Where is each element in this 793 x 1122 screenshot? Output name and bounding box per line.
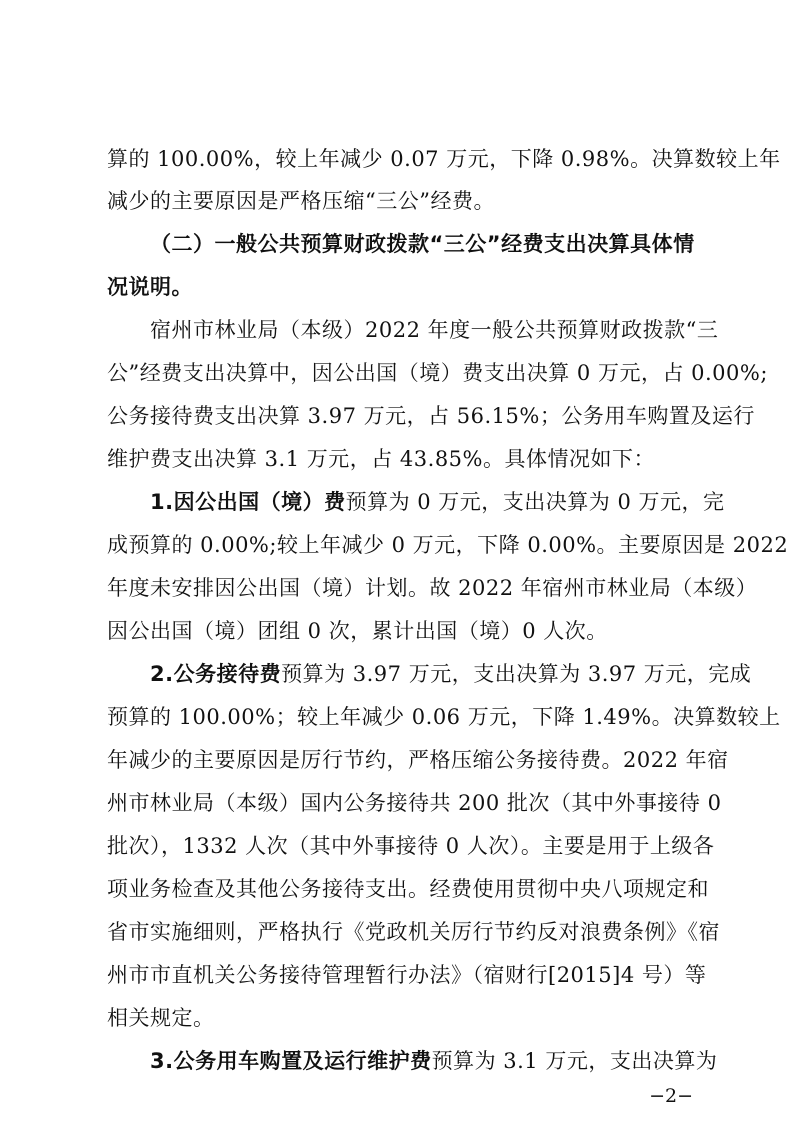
paragraph-line: 省市实施细则，严格执行《党政机关厉行节约反对浪费条例》《宿 [107,920,720,944]
paragraph-text: 预算为 3.97 万元，支出决算为 3.97 万元，完成 [281,662,752,686]
paragraph-line [150,1042,718,1080]
paragraph-line: 因公出国（境）团组 0 次，累计出国（境）0 人次。 [107,619,608,643]
paragraph-line: 相关规定。 [107,1006,215,1030]
paragraph-line: 项业务检查及其他公务接待支出。经费使用贯彻中央八项规定和 [107,877,709,901]
paragraph-line: 成预算的 0.00%;较上年减少 0 万元，下降 0.00%。主要原因是 2022 [107,533,789,557]
item-title: 3.公务用车购置及运行维护费 [150,1049,432,1073]
paragraph-line [150,655,752,693]
paragraph-text: 预算为 0 万元，支出决算为 0 万元，完 [345,490,725,514]
paragraph-line: 公务接待费支出决算 3.97 万元，占 56.15%；公务用车购置及运行 [107,404,755,428]
item-title: 1.因公出国（境）费 [150,490,346,514]
paragraph-line: 批次），1332 人次（其中外事接待 0 人次）。主要是用于上级各 [107,834,715,858]
paragraph-line: 算的 100.00%，较上年减少 0.07 万元，下降 0.98%。决算数较上年 [107,147,781,171]
paragraph-line: 预算的 100.00%；较上年减少 0.06 万元，下降 1.49%。决算数较上 [107,705,781,729]
section-heading: （二）一般公共预算财政拨款“三公”经费支出决算具体情 [150,232,695,256]
paragraph-line: 年减少的主要原因是厉行节约，严格压缩公务接待费。2022 年宿 [107,748,729,772]
paragraph-line: 维护费支出决算 3.1 万元，占 43.85%。具体情况如下： [107,447,655,471]
item-title: 2.公务接待费 [150,662,282,686]
paragraph-line: 州市市直机关公务接待管理暂行办法》（宿财行[2015]4 号）等 [107,963,707,987]
paragraph-text: 预算为 3.1 万元，支出决算为 [431,1049,718,1073]
paragraph-line: 宿州市林业局（本级）2022 年度一般公共预算财政拨款“三 [150,318,719,342]
paragraph-line: 减少的主要原因是严格压缩“三公”经费。 [107,189,495,213]
paragraph-line [150,483,725,521]
paragraph-line: 州市林业局（本级）国内公务接待共 200 批次（其中外事接待 0 [107,791,722,815]
page-number: −2− [649,1085,693,1107]
section-heading: 况说明。 [107,275,193,299]
paragraph-line: 公”经费支出决算中，因公出国（境）费支出决算 0 万元，占 0.00%; [107,361,768,385]
paragraph-line: 年度未安排因公出国（境）计划。故 2022 年宿州市林业局（本级） [107,576,758,600]
